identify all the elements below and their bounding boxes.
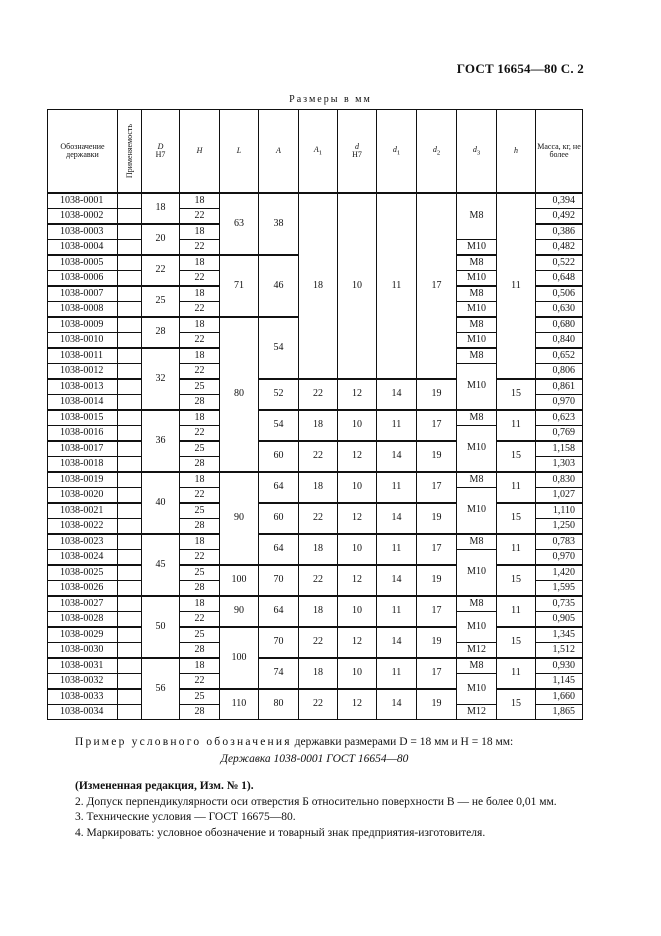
applicability-cell — [118, 240, 142, 256]
applicability-cell — [118, 255, 142, 271]
H-cell: 22 — [180, 240, 220, 256]
A1-cell: 18 — [299, 596, 338, 627]
table-row — [48, 689, 583, 705]
d1-cell: 14 — [377, 441, 417, 472]
col-H: H — [180, 110, 220, 194]
H-cell: 25 — [180, 379, 220, 395]
d2-cell: 17 — [417, 534, 457, 565]
col-A1: $A_1$ — [299, 110, 338, 194]
d3-cell: M8 — [457, 658, 497, 674]
mass-cell: 0,735 — [536, 596, 583, 612]
d3-cell: M10 — [457, 612, 497, 643]
mass-cell: 1,250 — [536, 519, 583, 535]
H-cell: 18 — [180, 317, 220, 333]
applicability-cell — [118, 224, 142, 240]
table-row — [48, 627, 583, 643]
designation-cell: 1038-0022 — [48, 519, 118, 535]
table-row — [48, 193, 583, 209]
d3-cell: M8 — [457, 193, 497, 240]
H-cell: 18 — [180, 286, 220, 302]
applicability-cell — [118, 395, 142, 411]
mass-cell: 0,830 — [536, 472, 583, 488]
table-row — [48, 379, 583, 395]
d1-cell: 11 — [377, 534, 417, 565]
d2-cell: 17 — [417, 410, 457, 441]
designation-cell: 1038-0014 — [48, 395, 118, 411]
designation-cell: 1038-0002 — [48, 209, 118, 225]
mass-cell: 0,680 — [536, 317, 583, 333]
H-cell: 22 — [180, 674, 220, 690]
designation-cell: 1038-0006 — [48, 271, 118, 287]
mass-cell: 0,806 — [536, 364, 583, 380]
H-cell: 28 — [180, 705, 220, 720]
applicability-cell — [118, 333, 142, 349]
d-cell: 10 — [338, 410, 377, 441]
designation-cell: 1038-0016 — [48, 426, 118, 442]
H-cell: 25 — [180, 627, 220, 643]
d2-cell: 19 — [417, 441, 457, 472]
mass-cell: 0,623 — [536, 410, 583, 426]
col-designation: Обозначение державки — [48, 110, 118, 194]
A-cell: 64 — [259, 534, 299, 565]
col-d1: $d_1$ — [377, 110, 417, 194]
A-cell: 52 — [259, 379, 299, 410]
page-header: ГОСТ 16654—80 С. 2 — [456, 61, 584, 76]
d2-cell: 19 — [417, 689, 457, 720]
applicability-cell — [118, 705, 142, 720]
applicability-cell — [118, 627, 142, 643]
applicability-cell — [118, 581, 142, 597]
designation-cell: 1038-0003 — [48, 224, 118, 240]
mass-cell: 1,027 — [536, 488, 583, 504]
A1-cell: 22 — [299, 441, 338, 472]
mass-cell: 1,660 — [536, 689, 583, 705]
h-cell: 11 — [497, 472, 536, 503]
H-cell: 22 — [180, 333, 220, 349]
A1-cell: 18 — [299, 472, 338, 503]
D-cell: 40 — [142, 472, 180, 534]
H-cell: 18 — [180, 534, 220, 550]
d1-cell: 14 — [377, 565, 417, 596]
d-cell: 12 — [338, 441, 377, 472]
h-cell: 15 — [497, 565, 536, 596]
table-body — [48, 193, 583, 720]
applicability-cell — [118, 193, 142, 209]
mass-cell: 1,110 — [536, 503, 583, 519]
d1-cell: 14 — [377, 689, 417, 720]
H-cell: 25 — [180, 503, 220, 519]
example-heading: Пример условного обозначения — [75, 736, 292, 748]
note-2: 2. Допуск перпендикулярности оси отверстия Б относительно поверхности В — не более 0,01 мм. — [75, 795, 557, 808]
mass-cell: 1,345 — [536, 627, 583, 643]
H-cell: 22 — [180, 209, 220, 225]
A1-cell: 18 — [299, 410, 338, 441]
col-mass: Масса, кг, не более — [536, 110, 583, 194]
A1-cell: 18 — [299, 534, 338, 565]
H-cell: 18 — [180, 596, 220, 612]
h-cell: 11 — [497, 596, 536, 627]
H-cell: 25 — [180, 441, 220, 457]
mass-cell: 0,482 — [536, 240, 583, 256]
H-cell: 18 — [180, 658, 220, 674]
mass-cell: 1,145 — [536, 674, 583, 690]
d3-cell: M10 — [457, 550, 497, 597]
mass-cell: 0,492 — [536, 209, 583, 225]
designation-cell: 1038-0010 — [48, 333, 118, 349]
h-cell: 11 — [497, 193, 536, 379]
H-cell: 22 — [180, 488, 220, 504]
A-cell: 64 — [259, 596, 299, 627]
applicability-cell — [118, 410, 142, 426]
H-cell: 25 — [180, 689, 220, 705]
H-cell: 22 — [180, 271, 220, 287]
L-cell: 63 — [220, 193, 259, 255]
table-header-row — [48, 110, 583, 194]
col-L: L — [220, 110, 259, 194]
h-cell: 11 — [497, 410, 536, 441]
H-cell: 28 — [180, 643, 220, 659]
d3-cell: M10 — [457, 426, 497, 473]
applicability-cell — [118, 689, 142, 705]
applicability-cell — [118, 612, 142, 628]
d3-cell: M10 — [457, 364, 497, 411]
H-cell: 22 — [180, 550, 220, 566]
applicability-cell — [118, 302, 142, 318]
applicability-cell — [118, 488, 142, 504]
d3-cell: M8 — [457, 317, 497, 333]
D-cell: 25 — [142, 286, 180, 317]
A-cell: 70 — [259, 627, 299, 658]
mass-cell: 1,303 — [536, 457, 583, 473]
applicability-cell — [118, 379, 142, 395]
mass-cell: 0,970 — [536, 550, 583, 566]
holder-dimensions-table — [47, 109, 583, 720]
note-4: 4. Маркировать: условное обозначение и товарный знак предприятия-изготовителя. — [75, 826, 486, 839]
d3-cell: M8 — [457, 534, 497, 550]
applicability-cell — [118, 209, 142, 225]
applicability-cell — [118, 271, 142, 287]
d-cell: 10 — [338, 472, 377, 503]
mass-cell: 0,769 — [536, 426, 583, 442]
H-cell: 28 — [180, 395, 220, 411]
mass-cell: 0,861 — [536, 379, 583, 395]
d-cell: 10 — [338, 596, 377, 627]
D-cell: 18 — [142, 193, 180, 224]
L-cell: 90 — [220, 472, 259, 565]
d3-cell: M10 — [457, 271, 497, 287]
d1-cell: 11 — [377, 410, 417, 441]
h-cell: 15 — [497, 627, 536, 658]
A-cell: 60 — [259, 503, 299, 534]
mass-cell: 0,522 — [536, 255, 583, 271]
d3-cell: M10 — [457, 333, 497, 349]
applicability-cell — [118, 550, 142, 566]
note-3: 3. Технические условия — ГОСТ 16675—80. — [75, 811, 296, 823]
A-cell: 60 — [259, 441, 299, 472]
A1-cell: 18 — [299, 658, 338, 689]
mass-cell: 0,930 — [536, 658, 583, 674]
col-d3: $d_3$ — [457, 110, 497, 194]
designation-cell: 1038-0015 — [48, 410, 118, 426]
L-cell: 100 — [220, 565, 259, 596]
applicability-cell — [118, 457, 142, 473]
applicability-cell — [118, 472, 142, 488]
d-cell: 10 — [338, 193, 377, 379]
H-cell: 28 — [180, 457, 220, 473]
applicability-cell — [118, 364, 142, 380]
d1-cell: 11 — [377, 658, 417, 689]
designation-cell: 1038-0008 — [48, 302, 118, 318]
designation-cell: 1038-0027 — [48, 596, 118, 612]
table-row — [48, 441, 583, 457]
d3-cell: M8 — [457, 348, 497, 364]
table-row — [48, 410, 583, 426]
A1-cell: 18 — [299, 193, 338, 379]
designation-cell: 1038-0018 — [48, 457, 118, 473]
amendment-note: (Измененная редакция, Изм. № 1). — [75, 780, 254, 792]
applicability-cell — [118, 503, 142, 519]
designation-cell: 1038-0033 — [48, 689, 118, 705]
applicability-cell — [118, 565, 142, 581]
H-cell: 18 — [180, 410, 220, 426]
A-cell: 64 — [259, 472, 299, 503]
mass-cell: 0,630 — [536, 302, 583, 318]
H-cell: 18 — [180, 472, 220, 488]
d2-cell: 19 — [417, 503, 457, 534]
applicability-cell — [118, 596, 142, 612]
A-cell: 54 — [259, 317, 299, 379]
H-cell: 18 — [180, 348, 220, 364]
mass-cell: 0,386 — [536, 224, 583, 240]
d2-cell: 19 — [417, 379, 457, 410]
designation-cell: 1038-0021 — [48, 503, 118, 519]
example-designation: Державка 1038-0001 ГОСТ 16654—80 — [220, 752, 409, 765]
applicability-cell — [118, 426, 142, 442]
mass-cell: 0,648 — [536, 271, 583, 287]
A-cell: 80 — [259, 689, 299, 720]
H-cell: 22 — [180, 426, 220, 442]
H-cell: 22 — [180, 612, 220, 628]
d2-cell: 19 — [417, 627, 457, 658]
mass-cell: 0,506 — [536, 286, 583, 302]
d2-cell: 19 — [417, 565, 457, 596]
designation-cell: 1038-0007 — [48, 286, 118, 302]
col-d: d H7 — [338, 110, 377, 194]
d3-cell: M8 — [457, 410, 497, 426]
H-cell: 22 — [180, 302, 220, 318]
applicability-cell — [118, 519, 142, 535]
d3-cell: M10 — [457, 488, 497, 535]
designation-cell: 1038-0012 — [48, 364, 118, 380]
A-cell: 74 — [259, 658, 299, 689]
A1-cell: 22 — [299, 379, 338, 410]
A-cell: 70 — [259, 565, 299, 596]
applicability-cell — [118, 658, 142, 674]
L-cell: 90 — [220, 596, 259, 627]
d2-cell: 17 — [417, 193, 457, 379]
d3-cell: M12 — [457, 643, 497, 659]
designation-cell: 1038-0032 — [48, 674, 118, 690]
d-cell: 10 — [338, 534, 377, 565]
mass-cell: 0,970 — [536, 395, 583, 411]
d3-cell: M8 — [457, 472, 497, 488]
d2-cell: 17 — [417, 658, 457, 689]
table-row — [48, 472, 583, 488]
designation-cell: 1038-0028 — [48, 612, 118, 628]
designation-cell: 1038-0009 — [48, 317, 118, 333]
D-cell: 50 — [142, 596, 180, 658]
table-caption: Размеры в мм — [289, 94, 372, 105]
d3-cell: M12 — [457, 705, 497, 720]
designation-cell: 1038-0026 — [48, 581, 118, 597]
designation-cell: 1038-0025 — [48, 565, 118, 581]
notes-section — [47, 735, 582, 841]
designation-cell: 1038-0034 — [48, 705, 118, 720]
designation-cell: 1038-0017 — [48, 441, 118, 457]
designation-cell: 1038-0031 — [48, 658, 118, 674]
designation-cell: 1038-0029 — [48, 627, 118, 643]
A-cell: 38 — [259, 193, 299, 255]
d3-cell: M8 — [457, 596, 497, 612]
mass-cell: 0,394 — [536, 193, 583, 209]
d1-cell: 14 — [377, 627, 417, 658]
h-cell: 15 — [497, 689, 536, 720]
H-cell: 18 — [180, 255, 220, 271]
designation-cell: 1038-0005 — [48, 255, 118, 271]
designation-cell: 1038-0001 — [48, 193, 118, 209]
d3-cell: M8 — [457, 255, 497, 271]
mass-cell: 1,595 — [536, 581, 583, 597]
applicability-cell — [118, 643, 142, 659]
d1-cell: 14 — [377, 503, 417, 534]
h-cell: 11 — [497, 658, 536, 689]
H-cell: 22 — [180, 364, 220, 380]
L-cell: 80 — [220, 317, 259, 472]
d-cell: 12 — [338, 627, 377, 658]
mass-cell: 0,783 — [536, 534, 583, 550]
L-cell: 110 — [220, 689, 259, 720]
d2-cell: 17 — [417, 472, 457, 503]
A-cell: 54 — [259, 410, 299, 441]
example-text: державки размерами D = 18 мм и H = 18 мм: — [291, 736, 514, 748]
D-cell: 36 — [142, 410, 180, 472]
A1-cell: 22 — [299, 503, 338, 534]
d3-cell: M10 — [457, 302, 497, 318]
table-row — [48, 596, 583, 612]
applicability-cell — [118, 348, 142, 364]
designation-cell: 1038-0023 — [48, 534, 118, 550]
designation-cell: 1038-0019 — [48, 472, 118, 488]
d3-cell: M10 — [457, 674, 497, 705]
mass-cell: 1,865 — [536, 705, 583, 720]
A1-cell: 22 — [299, 689, 338, 720]
D-cell: 45 — [142, 534, 180, 596]
D-cell: 20 — [142, 224, 180, 255]
L-cell: 71 — [220, 255, 259, 317]
A-cell: 46 — [259, 255, 299, 317]
designation-cell: 1038-0024 — [48, 550, 118, 566]
d1-cell: 11 — [377, 193, 417, 379]
H-cell: 18 — [180, 193, 220, 209]
designation-cell: 1038-0013 — [48, 379, 118, 395]
D-cell: 28 — [142, 317, 180, 348]
table-row — [48, 658, 583, 674]
d1-cell: 11 — [377, 472, 417, 503]
H-cell: 28 — [180, 581, 220, 597]
d2-cell: 17 — [417, 596, 457, 627]
col-applicability: Применяемость — [118, 110, 142, 194]
table-row — [48, 534, 583, 550]
d1-cell: 11 — [377, 596, 417, 627]
H-cell: 25 — [180, 565, 220, 581]
designation-cell: 1038-0030 — [48, 643, 118, 659]
applicability-cell — [118, 441, 142, 457]
applicability-cell — [118, 534, 142, 550]
table-row — [48, 503, 583, 519]
d3-cell: M8 — [457, 286, 497, 302]
applicability-cell — [118, 674, 142, 690]
A1-cell: 22 — [299, 565, 338, 596]
d3-cell: M10 — [457, 240, 497, 256]
mass-cell: 1,420 — [536, 565, 583, 581]
col-D: D H7 — [142, 110, 180, 194]
h-cell: 15 — [497, 379, 536, 410]
mass-cell: 0,652 — [536, 348, 583, 364]
H-cell: 18 — [180, 224, 220, 240]
col-d2: $d_2$ — [417, 110, 457, 194]
H-cell: 28 — [180, 519, 220, 535]
d-cell: 12 — [338, 689, 377, 720]
D-cell: 22 — [142, 255, 180, 286]
mass-cell: 1,158 — [536, 441, 583, 457]
mass-cell: 0,905 — [536, 612, 583, 628]
designation-cell: 1038-0020 — [48, 488, 118, 504]
d-cell: 12 — [338, 379, 377, 410]
D-cell: 32 — [142, 348, 180, 410]
D-cell: 56 — [142, 658, 180, 720]
col-h: h — [497, 110, 536, 194]
h-cell: 11 — [497, 534, 536, 565]
table-row — [48, 565, 583, 581]
h-cell: 15 — [497, 503, 536, 534]
A1-cell: 22 — [299, 627, 338, 658]
applicability-cell — [118, 286, 142, 302]
example-line — [47, 735, 582, 751]
applicability-cell — [118, 317, 142, 333]
d-cell: 12 — [338, 503, 377, 534]
d-cell: 10 — [338, 658, 377, 689]
mass-cell: 0,840 — [536, 333, 583, 349]
designation-cell: 1038-0011 — [48, 348, 118, 364]
d-cell: 12 — [338, 565, 377, 596]
L-cell: 100 — [220, 627, 259, 689]
designation-cell: 1038-0004 — [48, 240, 118, 256]
d1-cell: 14 — [377, 379, 417, 410]
col-A: A — [259, 110, 299, 194]
mass-cell: 1,512 — [536, 643, 583, 659]
h-cell: 15 — [497, 441, 536, 472]
